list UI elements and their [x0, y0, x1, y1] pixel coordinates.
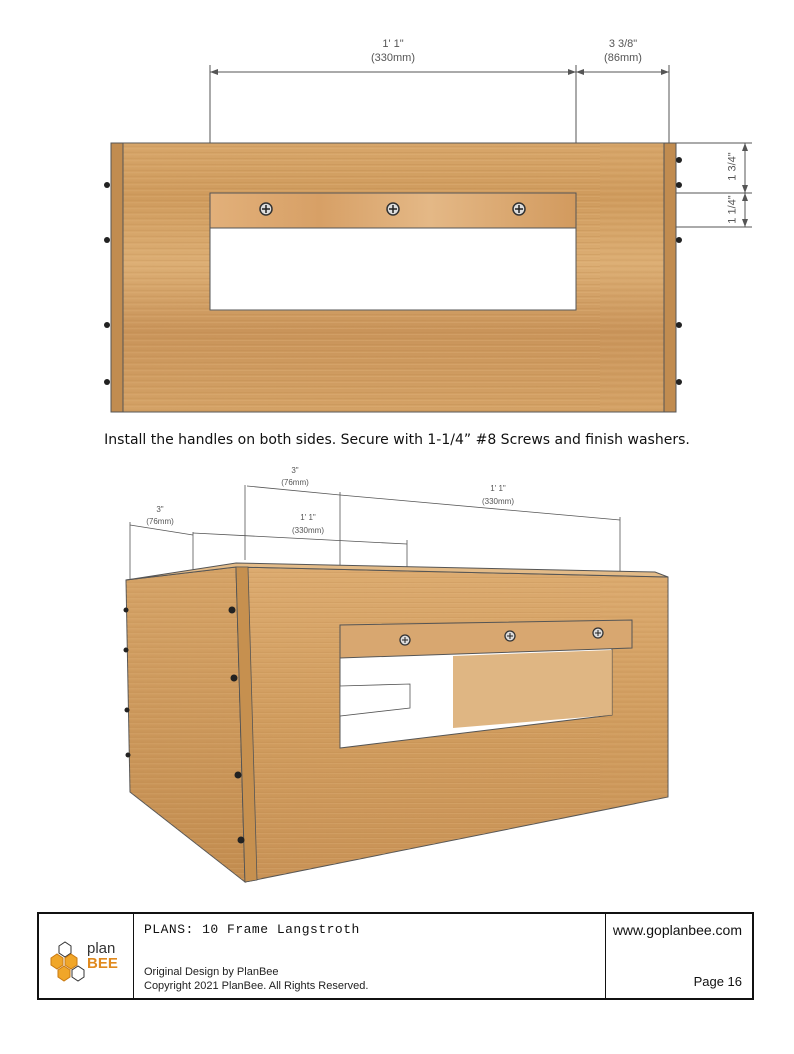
logo-plan-text: plan [87, 940, 116, 957]
logo-bee-text: BEE [87, 955, 118, 972]
dim-handle-in: 1 1/4" [726, 195, 739, 224]
dim-a-in: 3" [156, 505, 164, 514]
page-number: Page 16 [693, 974, 742, 989]
dim-offset-in: 3 3/8" [608, 38, 638, 50]
copyright-text: Copyright 2021 PlanBee. All Rights Reserved. [144, 980, 369, 992]
dim-top-in: 1 3/4" [726, 152, 739, 181]
dim-b-mm: (76mm) [281, 478, 309, 487]
dim-d-ft: 1' 1" [490, 484, 506, 493]
dim-d-mm: (330mm) [481, 497, 514, 506]
dim-b-in: 3" [291, 466, 299, 475]
honeycomb-logo-icon [47, 936, 87, 986]
hand-hole [210, 228, 576, 310]
instruction-text: Install the handles on both sides. Secure with 1-1/4” #8 Screws and finish washers. [104, 432, 690, 448]
dim-a-mm: (76mm) [146, 517, 174, 526]
iso-view-drawing [0, 470, 794, 890]
box-left-edge [111, 143, 123, 412]
dim-offset-mm: (86mm) [604, 52, 642, 64]
website-cell [606, 914, 752, 998]
dim-c-mm: (330mm) [291, 526, 324, 535]
logo-cell [39, 914, 134, 998]
box-right-edge [664, 143, 676, 412]
design-credit: Original Design by PlanBee [144, 966, 279, 978]
plans-title: PLANS: 10 Frame Langstroth [144, 922, 360, 937]
plans-info-cell [134, 914, 606, 998]
title-block [37, 912, 754, 1000]
website-link[interactable]: www.goplanbee.com [612, 922, 742, 938]
dim-c-ft: 1' 1" [300, 513, 316, 522]
dim-width-ft: 1' 1" [382, 38, 404, 50]
dim-width-mm: (330mm) [370, 52, 415, 64]
